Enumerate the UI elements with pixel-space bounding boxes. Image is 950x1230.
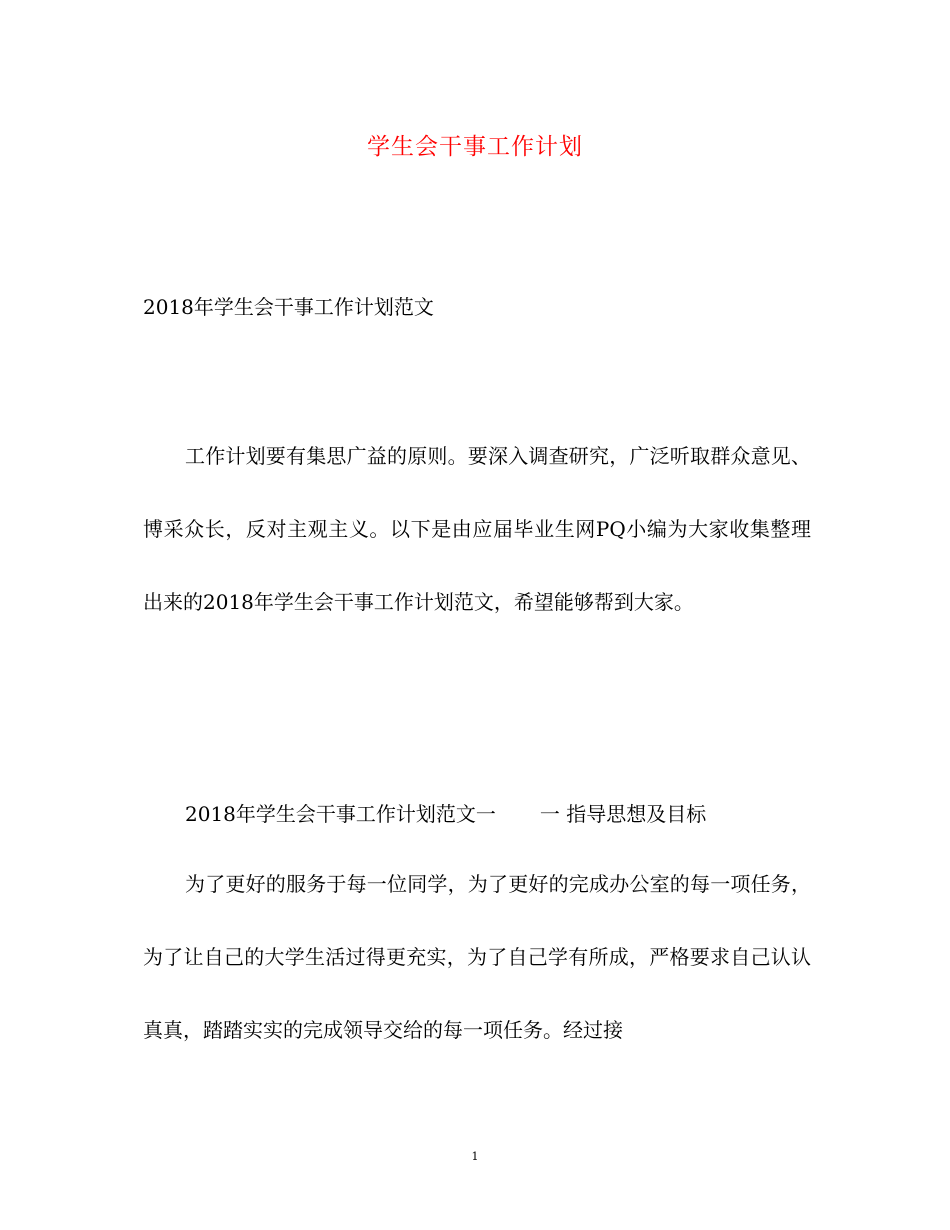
body-paragraph: 为了更好的服务于每一位同学，为了更好的完成办公室的每一项任务，为了让自己的大学生活过得更充实，为了自己学有所成，严格要求自己认认真真，踏踏实实的完成领导交给的每一项任务。经过接 (143, 872, 811, 1042)
page-number: 1 (471, 1150, 479, 1163)
document-subtitle: 2018年学生会干事工作计划范文 (143, 295, 434, 319)
document-title: 学生会干事工作计划 (367, 134, 583, 160)
section-subheading: 一 指导思想及目标 (539, 802, 707, 826)
section-heading-line (185, 797, 706, 831)
intro-paragraph: 工作计划要有集思广益的原则。要深入调查研究，广泛听取群众意见、博采众长，反对主观主义。以下是由应届毕业生网PQ小编为大家收集整理出来的2018年学生会干事工作计划范文，希望能够帮到大家。 (143, 444, 811, 614)
section-title: 2018年学生会干事工作计划范文一 (185, 802, 496, 826)
